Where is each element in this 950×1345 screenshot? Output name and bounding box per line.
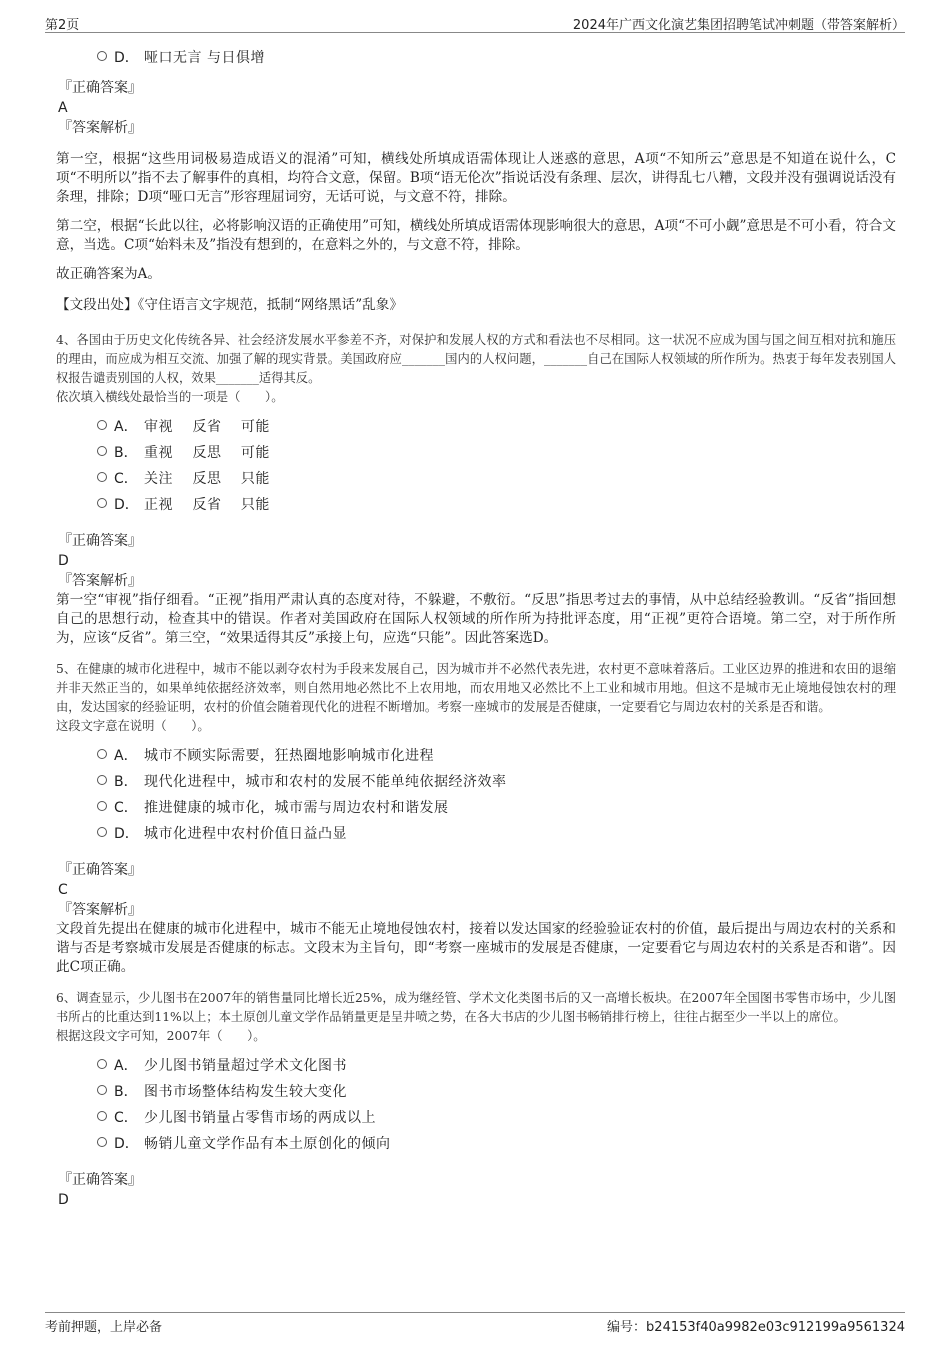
q6-option-c[interactable]: C． 少儿图书销量占零售市场的两成以上 (56, 1104, 896, 1130)
page-content (56, 44, 896, 1210)
q4-option-a[interactable]: A． 审视 反省 可能 (56, 413, 896, 439)
answer-label: 『正确答案』 (58, 1172, 142, 1188)
radio-icon[interactable] (97, 1059, 107, 1069)
radio-icon[interactable] (97, 446, 107, 456)
analysis-paragraph: 故正确答案为A。 (56, 266, 161, 282)
question-prompt: 这段文字意在说明（ ）。 (56, 719, 210, 733)
q4-option-c[interactable]: C． 关注 反思 只能 (56, 465, 896, 491)
page-header (45, 10, 905, 33)
question-prompt: 依次填入横线处最恰当的一项是（ ）。 (56, 390, 284, 404)
question-stem: 5、在健康的城市化进程中，城市不能以剥夺农村为手段来发展自己，因为城市并不必然代表先进，农村更不意味着落后。工业区边界的推进和农田的退缩并非天然正当的，如果单纯依据经济效率，则自然用地必然比不上农用地，而农用地又必然比不上工业和城市用地。但这不是城市无止境地侵蚀农村的理由，发达国家的经验证明，农村的价值会随着现代化的进程不断增加。考察一座城市的发展是否健康，一定要看它与周边农村的关系是否和谐。 (56, 662, 896, 714)
analysis-paragraph: 第二空，根据“长此以往，必将影响汉语的正确使用”可知，横线处所填成语需体现影响很大的意思，A项“不可小觑”意思是不可小看，符合文意，当选。C项“始料未及”指没有想到的，在意料之外的，与文意不符，排除。 (56, 218, 896, 253)
answer-label: 『正确答案』 (58, 862, 142, 878)
q5-option-d[interactable]: D． 城市化进程中农村价值日益凸显 (56, 820, 896, 846)
q5-option-b[interactable]: B． 现代化进程中，城市和农村的发展不能单纯依据经济效率 (56, 768, 896, 794)
radio-icon[interactable] (97, 51, 107, 61)
radio-icon[interactable] (97, 775, 107, 785)
radio-icon[interactable] (97, 472, 107, 482)
analysis-paragraph: 文段首先提出在健康的城市化进程中，城市不能无止境地侵蚀农村，接着以发达国家的经验验证农村的价值，最后提出与周边农村的关系和谐与否是考察城市发展是否健康的标志。文段末为主旨句，即“考察一座城市的发展是否健康，一定要看它与周边农村的关系是否和谐”。因此C项正确。 (56, 921, 896, 975)
radio-icon[interactable] (97, 498, 107, 508)
q4-option-b[interactable]: B． 重视 反思 可能 (56, 439, 896, 465)
answer-value: C (58, 882, 68, 898)
answer-label: 『正确答案』 (58, 533, 142, 549)
radio-icon[interactable] (97, 749, 107, 759)
radio-icon[interactable] (97, 1137, 107, 1147)
answer-value: D (58, 553, 69, 569)
footer-slogan: 考前押题，上岸必备 (45, 1320, 163, 1335)
question-prompt: 根据这段文字可知，2007年（ ）。 (56, 1029, 266, 1043)
analysis-label: 『答案解析』 (58, 120, 142, 136)
radio-icon[interactable] (97, 827, 107, 837)
q6-option-d[interactable]: D． 畅销儿童文学作品有本土原创化的倾向 (56, 1130, 896, 1156)
analysis-paragraph: 第一空，根据“这些用词极易造成语义的混淆”可知，横线处所填成语需体现让人迷惑的意思，A项“不知所云”意思是不知道在说什么，C项“不明所以”指不去了解事件的真相，均符合文意，保留。B项“语无伦次”指说话没有条理、层次，讲得乱七八糟，文段并没有强调说话没有条理，排除；D项“哑口无言”形容理屈词穷，无话可说，与文意不符，排除。 (56, 151, 896, 205)
q5-option-c[interactable]: C． 推进健康的城市化，城市需与周边农村和谐发展 (56, 794, 896, 820)
answer-value: D (58, 1192, 69, 1208)
source-note: 【文段出处】《守住语言文字规范，抵制“网络黑话”乱象》 (56, 297, 403, 313)
question-stem: 4、各国由于历史文化传统各异、社会经济发展水平参差不齐，对保护和发展人权的方式和看法也不尽相同。这一状况不应成为国与国之间互相对抗和施压的理由，而应成为相互交流、加强了解的现实背景。美国政府应_______国内的人权问题，_______自己在国际人权领域的所作所为。热衷于每年发表别国人权报告谴责别国的人权，效果_______适得其反。 (56, 333, 896, 385)
q6-option-a[interactable]: A． 少儿图书销量超过学术文化图书 (56, 1052, 896, 1078)
radio-icon[interactable] (97, 801, 107, 811)
radio-icon[interactable] (97, 1111, 107, 1121)
q4-option-d[interactable]: D． 正视 反省 只能 (56, 491, 896, 517)
analysis-label: 『答案解析』 (58, 573, 142, 589)
document-title: 2024年广西文化演艺集团招聘笔试冲刺题（带答案解析） (572, 18, 905, 33)
q6-option-b[interactable]: B． 图书市场整体结构发生较大变化 (56, 1078, 896, 1104)
q5-option-a[interactable]: A． 城市不顾实际需要，狂热圈地影响城市化进程 (56, 742, 896, 768)
q3-option-d[interactable]: D． 哑口无言 与日俱增 (56, 44, 896, 70)
answer-label: 『正确答案』 (58, 80, 142, 96)
document-code: 编号：b24153f40a9982e03c912199a9561324 (607, 1320, 905, 1335)
page-footer (45, 1312, 905, 1335)
question-stem: 6、调查显示，少儿图书在2007年的销售量同比增长近25%，成为继经管、学术文化类图书后的又一高增长板块。在2007年全国图书零售市场中，少儿图书所占的比重达到11%以上；本土原创儿童文学作品销量更是呈井喷之势，在各大书店的少儿图书畅销排行榜上，往往占据至少一半以上的席位。 (56, 991, 896, 1024)
page-number: 第2页 (45, 18, 80, 33)
analysis-label: 『答案解析』 (58, 902, 142, 918)
radio-icon[interactable] (97, 1085, 107, 1095)
answer-value: A (58, 100, 68, 116)
analysis-paragraph: 第一空“审视”指仔细看。“正视”指用严肃认真的态度对待，不躲避，不敷衍。“反思”指思考过去的事情，从中总结经验教训。“反省”指回想自己的思想行动，检查其中的错误。作者对美国政府在国际人权领域的所作所为持批评态度，用“正视”更符合语境。第二空，对于所作所为，应该“反省”。第三空，“效果适得其反”承接上句，应选“只能”。因此答案选D。 (56, 592, 896, 646)
radio-icon[interactable] (97, 420, 107, 430)
